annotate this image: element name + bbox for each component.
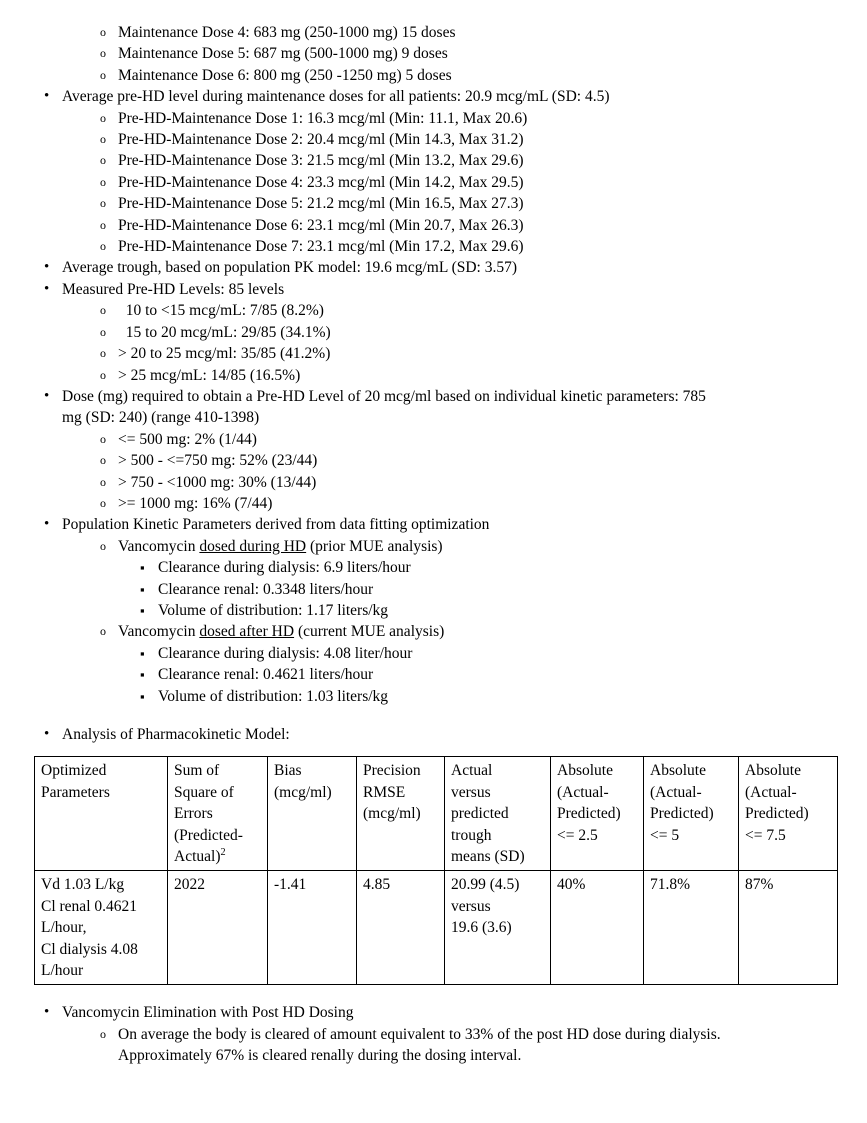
table-column-header <box>168 757 268 871</box>
list-item <box>28 1002 839 1023</box>
list-item-text: Clearance during dialysis: 6.9 liters/hour <box>158 559 411 577</box>
list-item-text: Volume of distribution: 1.17 liters/kg <box>158 601 389 619</box>
bullet-circle-icon: o <box>100 431 106 446</box>
bullet-circle-icon: o <box>100 346 106 361</box>
cell-line: Cl dialysis 4.08 <box>41 940 138 958</box>
bullet-circle-icon: o <box>100 367 106 382</box>
bullet-square-icon: ▪ <box>140 688 145 704</box>
table-cell <box>168 871 268 985</box>
table-column-header <box>268 757 357 871</box>
list-item-text: Clearance during dialysis: 4.08 liter/hour <box>158 644 413 662</box>
section-analysis-heading <box>28 724 839 745</box>
cell-line: Square of <box>174 783 234 801</box>
bullet-circle-icon: o <box>100 217 106 232</box>
list-item <box>28 129 839 150</box>
cell-line: Absolute <box>650 762 706 780</box>
cell-line: 40% <box>557 876 586 894</box>
emphasis-underline: dosed during HD <box>199 537 307 555</box>
list-item <box>28 65 839 86</box>
list-item <box>28 257 839 278</box>
list-item-text: On average the body is cleared of amount equivalent to 33% of the post HD dose during dialysis. <box>118 1025 721 1043</box>
pharmacokinetic-analysis-table <box>34 756 838 985</box>
bullet-disc-icon: • <box>44 1004 50 1021</box>
list-item <box>28 322 839 343</box>
table-header-row <box>35 757 838 871</box>
list-item <box>28 429 839 450</box>
cell-line: Bias <box>274 762 302 780</box>
list-item <box>28 557 839 578</box>
list-item <box>28 493 839 514</box>
list-item-text: Pre-HD-Maintenance Dose 6: 23.1 mcg/ml (Min 20.7, Max 26.3) <box>118 216 524 234</box>
bullet-circle-icon: o <box>100 67 106 82</box>
list-item <box>28 215 839 236</box>
cell-line: means (SD) <box>451 848 525 866</box>
list-item <box>28 472 839 493</box>
bullet-disc-icon: • <box>44 259 50 276</box>
list-item <box>28 193 839 214</box>
cell-line: 2022 <box>174 876 205 894</box>
cell-line: Predicted) <box>745 805 809 823</box>
bullet-square-icon: ▪ <box>140 560 145 576</box>
section-vancomycin-elimination <box>28 1002 839 1066</box>
spacer <box>28 745 839 756</box>
list-item <box>28 365 839 386</box>
list-item <box>28 643 839 664</box>
cell-line: L/hour, <box>41 919 87 937</box>
section-measured-pre-hd-levels <box>28 279 839 386</box>
table-cell <box>739 871 838 985</box>
bullet-circle-icon: o <box>100 196 106 211</box>
table-cell <box>357 871 445 985</box>
list-item <box>28 1024 839 1045</box>
list-item-text: Pre-HD-Maintenance Dose 1: 16.3 mcg/ml (Min: 11.1, Max 20.6) <box>118 109 528 127</box>
table-column-header <box>445 757 551 871</box>
list-item-text: Maintenance Dose 6: 800 mg (250 -1250 mg) 5 doses <box>118 66 452 84</box>
cell-line: Absolute <box>557 762 613 780</box>
bullet-square-icon: ▪ <box>140 645 145 661</box>
cell-line: Actual <box>451 762 493 780</box>
cell-line: 71.8% <box>650 876 691 894</box>
list-item-text: Pre-HD-Maintenance Dose 3: 21.5 mcg/ml (Min 13.2, Max 29.6) <box>118 152 524 170</box>
list-item-text: > 20 to 25 mcg/ml: 35/85 (41.2%) <box>118 345 331 363</box>
list-item <box>28 386 839 407</box>
list-item-text: Pre-HD-Maintenance Dose 2: 20.4 mcg/ml (Min 14.3, Max 31.2) <box>118 131 524 149</box>
table-column-header <box>35 757 168 871</box>
list-item <box>28 514 839 535</box>
section-average-pre-hd-level <box>28 86 839 257</box>
cell-line: <= 2.5 <box>557 826 598 844</box>
list-item-text: Maintenance Dose 5: 687 mg (500-1000 mg) 9 doses <box>118 45 448 63</box>
cell-line: predicted <box>451 805 509 823</box>
list-item <box>28 172 839 193</box>
list-item-text: Dose (mg) required to obtain a Pre-HD Level of 20 mcg/ml based on individual kinetic parameters: 785 <box>62 387 706 405</box>
bullet-circle-icon: o <box>100 538 106 553</box>
list-item-text: 15 to 20 mcg/mL: 29/85 (34.1%) <box>118 323 331 341</box>
cell-line: 87% <box>745 876 774 894</box>
list-item-text: Pre-HD-Maintenance Dose 7: 23.1 mcg/ml (Min 17.2, Max 29.6) <box>118 238 524 256</box>
table-column-header <box>644 757 739 871</box>
cell-line: (mcg/ml) <box>274 783 332 801</box>
cell-line: Sum of <box>174 762 220 780</box>
cell-line: 4.85 <box>363 876 391 894</box>
cell-line: (Predicted- <box>174 826 243 844</box>
cell-line: <= 5 <box>650 826 680 844</box>
section-dose-required <box>28 386 839 514</box>
table-cell <box>35 871 168 985</box>
bullet-circle-icon: o <box>100 174 106 189</box>
table-cell <box>445 871 551 985</box>
list-item-text: >= 1000 mg: 16% (7/44) <box>118 494 273 512</box>
list-item-text: Clearance renal: 0.4621 liters/hour <box>158 666 374 684</box>
list-item <box>28 22 839 43</box>
list-item <box>28 343 839 364</box>
table-row <box>35 871 838 985</box>
table-column-header <box>739 757 838 871</box>
list-item <box>28 536 839 557</box>
list-item <box>28 108 839 129</box>
list-item-text: Vancomycin dosed after HD (current MUE analysis) <box>118 623 445 641</box>
list-item <box>28 724 839 745</box>
cell-line: Errors <box>174 805 213 823</box>
list-item-text: 10 to <15 mcg/mL: 7/85 (8.2%) <box>118 302 324 320</box>
cell-line: Cl renal 0.4621 <box>41 897 137 915</box>
table-column-header <box>357 757 445 871</box>
table-cell <box>551 871 644 985</box>
bullet-disc-icon: • <box>44 726 50 742</box>
spacer <box>28 985 839 1002</box>
bullet-disc-icon: • <box>44 88 50 105</box>
list-item-text: Analysis of Pharmacokinetic Model: <box>62 726 290 743</box>
section-population-kinetic-parameters <box>28 514 839 707</box>
list-item <box>28 43 839 64</box>
list-item <box>28 664 839 685</box>
table-cell <box>268 871 357 985</box>
cell-line: L/hour <box>41 962 84 980</box>
cell-line: 19.6 (3.6) <box>451 919 512 937</box>
list-item-text: Average pre-HD level during maintenance doses for all patients: 20.9 mcg/mL (SD: 4.5) <box>62 88 610 106</box>
list-item-text: > 500 - <=750 mg: 52% (23/44) <box>118 452 318 470</box>
list-item-text: <= 500 mg: 2% (1/44) <box>118 430 257 448</box>
bullet-circle-icon: o <box>100 46 106 61</box>
list-item <box>28 600 839 621</box>
list-item-text: Maintenance Dose 4: 683 mg (250-1000 mg) 15 doses <box>118 24 456 41</box>
bullet-circle-icon: o <box>100 303 106 318</box>
list-item-text: Vancomycin dosed during HD (prior MUE analysis) <box>118 537 443 555</box>
bullet-square-icon: ▪ <box>140 602 145 618</box>
list-item-text: Population Kinetic Parameters derived from data fitting optimization <box>62 516 490 534</box>
cell-line: versus <box>451 897 491 915</box>
bullet-disc-icon: • <box>44 387 50 404</box>
bullet-circle-icon: o <box>100 153 106 168</box>
cell-line: (Actual- <box>745 783 797 801</box>
list-item <box>28 236 839 257</box>
bullet-circle-icon: o <box>100 324 106 339</box>
cell-line: Absolute <box>745 762 801 780</box>
cell-line: Predicted) <box>557 805 621 823</box>
list-item-text: mg (SD: 240) (range 410-1398) <box>62 409 260 427</box>
cell-line: Precision <box>363 762 421 780</box>
document-body <box>28 22 839 1067</box>
list-item <box>28 579 839 600</box>
list-item <box>28 686 839 707</box>
bullet-circle-icon: o <box>100 453 106 468</box>
bullet-circle-icon: o <box>100 1026 106 1041</box>
list-item-text: Approximately 67% is cleared renally during the dosing interval. <box>118 1047 522 1065</box>
list-item-text: Vancomycin Elimination with Post HD Dosing <box>62 1004 354 1022</box>
bullet-circle-icon: o <box>100 624 106 639</box>
table-column-header <box>551 757 644 871</box>
list-item-text: Volume of distribution: 1.03 liters/kg <box>158 687 389 705</box>
emphasis-underline: dosed after HD <box>199 623 295 641</box>
list-item-text: Clearance renal: 0.3348 liters/hour <box>158 580 374 598</box>
section-average-trough <box>28 257 839 278</box>
cell-line: Optimized <box>41 762 107 780</box>
list-item <box>28 279 839 300</box>
section-maintenance-doses <box>28 22 839 86</box>
cell-line: Vd 1.03 L/kg <box>41 876 125 894</box>
list-item <box>28 150 839 171</box>
bullet-circle-icon: o <box>100 110 106 125</box>
bullet-square-icon: ▪ <box>140 581 145 597</box>
cell-line: trough <box>451 826 492 844</box>
list-item-text: > 750 - <1000 mg: 30% (13/44) <box>118 473 317 491</box>
bullet-square-icon: ▪ <box>140 667 145 683</box>
cell-line: <= 7.5 <box>745 826 786 844</box>
list-item <box>28 450 839 471</box>
bullet-disc-icon: • <box>44 280 50 297</box>
superscript: 2 <box>220 846 226 858</box>
bullet-disc-icon: • <box>44 516 50 533</box>
list-item <box>28 300 839 321</box>
bullet-circle-icon: o <box>100 25 106 39</box>
cell-line: Parameters <box>41 783 110 801</box>
bullet-circle-icon: o <box>100 495 106 510</box>
list-item <box>28 86 839 107</box>
list-item-text: > 25 mcg/mL: 14/85 (16.5%) <box>118 366 301 384</box>
list-item <box>28 407 839 428</box>
list-item-text: Pre-HD-Maintenance Dose 5: 21.2 mcg/ml (Min 16.5, Max 27.3) <box>118 195 524 213</box>
cell-line: (Actual- <box>650 783 702 801</box>
table-cell <box>644 871 739 985</box>
bullet-circle-icon: o <box>100 474 106 489</box>
list-item <box>28 621 839 642</box>
list-item-text: Average trough, based on population PK model: 19.6 mcg/mL (SD: 3.57) <box>62 259 518 277</box>
list-item-text: Pre-HD-Maintenance Dose 4: 23.3 mcg/ml (Min 14.2, Max 29.5) <box>118 173 524 191</box>
bullet-circle-icon: o <box>100 132 106 147</box>
bullet-circle-icon: o <box>100 239 106 254</box>
list-item <box>28 1045 839 1066</box>
cell-line: Predicted) <box>650 805 714 823</box>
cell-line: (mcg/ml) <box>363 805 421 823</box>
cell-line: 20.99 (4.5) <box>451 876 520 894</box>
cell-line: versus <box>451 783 491 801</box>
list-item-text: Measured Pre-HD Levels: 85 levels <box>62 280 285 298</box>
cell-line: (Actual- <box>557 783 609 801</box>
cell-line: RMSE <box>363 783 406 801</box>
cell-line: -1.41 <box>274 876 307 894</box>
cell-line: Actual)$^2$ <box>174 846 226 866</box>
spacer <box>28 707 839 724</box>
